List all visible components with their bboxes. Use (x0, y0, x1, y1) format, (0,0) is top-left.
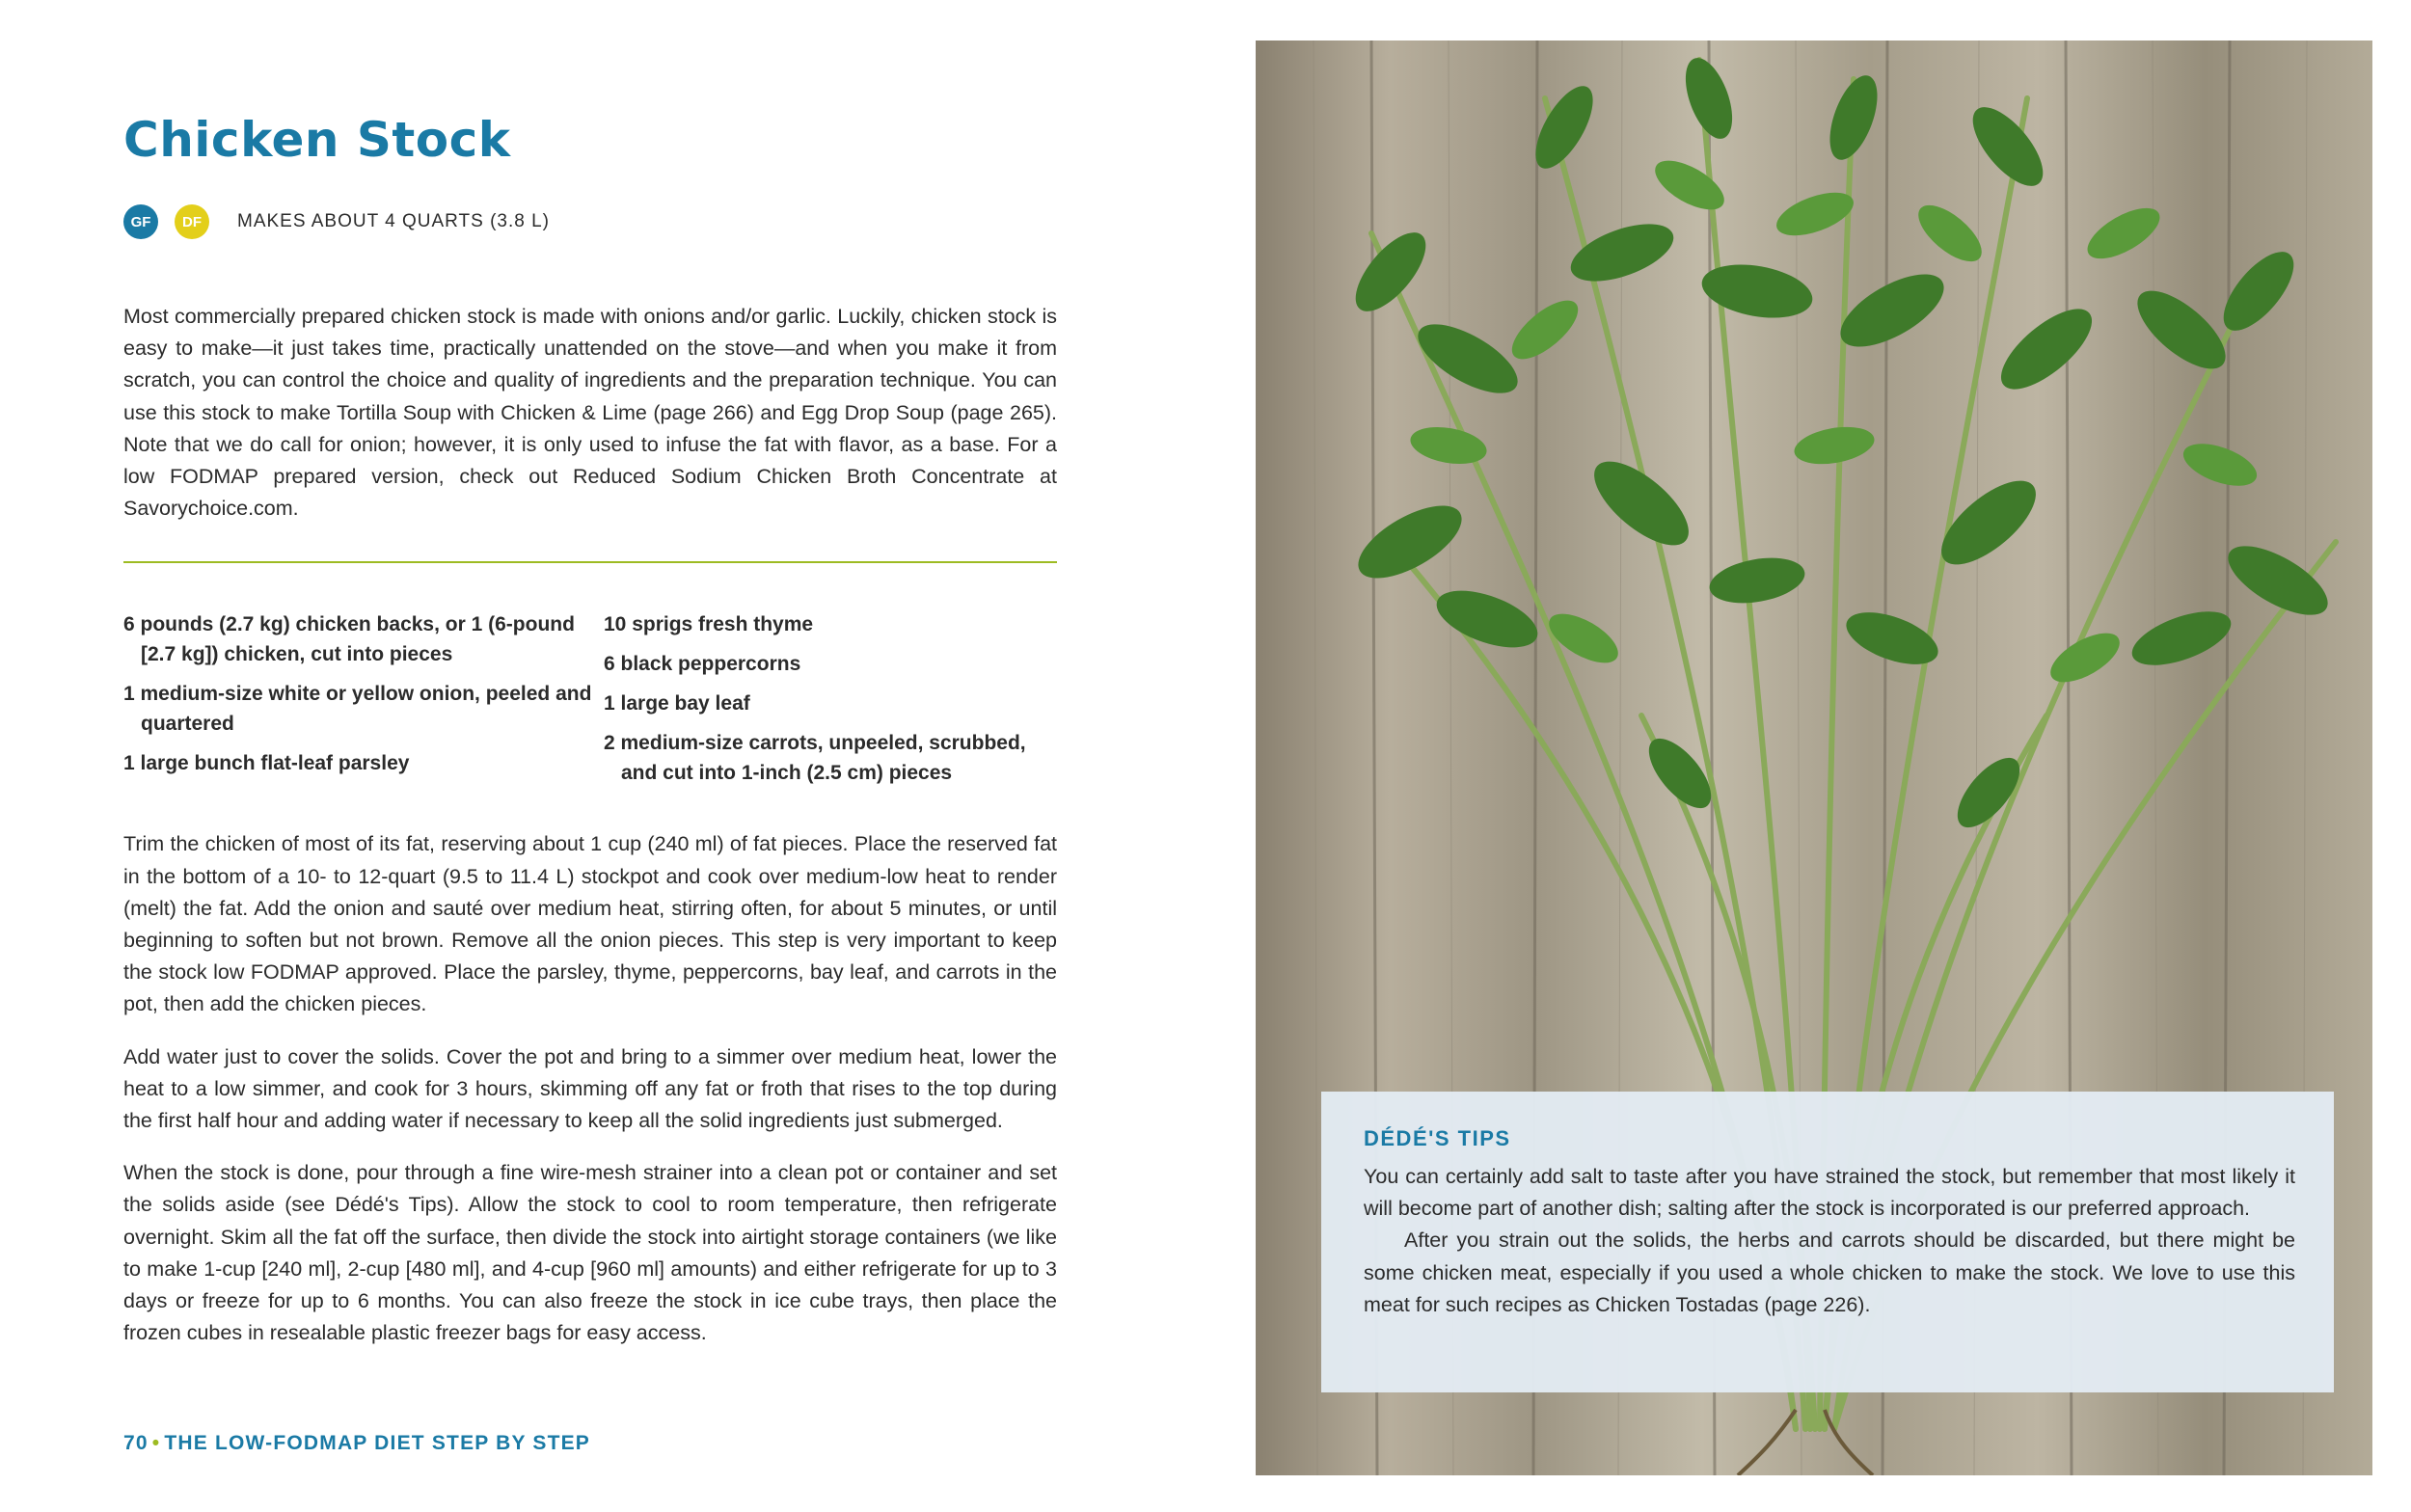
ingredient-item: 1 medium-size white or yellow onion, peeled and quartered (123, 683, 592, 736)
recipe-intro: Most commercially prepared chicken stock is made with onions and/or garlic. Luckily, chicken stock is easy to make—it just takes time, practically unattended on the stove—and when you make it from scratch, you can control the choice and quality of ingredients and the preparation technique. You can use this stock to make Tortilla Soup with Chicken & Lime (page 266) and Egg Drop Soup (page 265). Note that we do call for onion; however, it is only used to infuse the fat with flavor, as a base. For a low FODMAP prepared version, check out Reduced Sodium Chicken Broth Concentrate at Savorychoice.com. (123, 305, 1057, 521)
tips-title: DÉDÉ'S TIPS (1364, 1126, 1511, 1150)
page-number: 70 (123, 1432, 149, 1454)
ingredient-item: 6 black peppercorns (604, 653, 801, 676)
method-step: Trim the chicken of most of its fat, reserving about 1 cup (240 ml) of fat pieces. Place the reserved fat in the bottom of a 10- to 12-quart (9.5 to 11.4 L) stockpot and cook over medium-low heat to render (melt) the fat. Add the onion and sauté over medium heat, stirring often, for about 5 minutes, or until beginning to soften but not brown. Remove all the onion pieces. This step is very important to keep the stock low FODMAP approved. Place the parsley, thyme, peppercorns, bay leaf, and carrots in the pot, then add the chicken pieces. (123, 832, 1057, 1016)
tips-paragraph: You can certainly add salt to taste after you have strained the stock, but remember that most likely it will become part of another dish; salting after the stock is incorporated is our preferred approach. (1364, 1165, 2295, 1221)
page-footer (123, 1432, 590, 1455)
ingredient-item: 6 pounds (2.7 kg) chicken backs, or 1 (6-pound [2.7 kg]) chicken, cut into pieces (123, 613, 575, 666)
ingredient-item: 10 sprigs fresh thyme (604, 613, 814, 636)
recipe-yield: MAKES ABOUT 4 QUARTS (3.8 L) (237, 211, 551, 231)
recipe-badges (123, 204, 1057, 239)
gluten-free-badge: GF (123, 204, 158, 239)
ingredient-item: 1 large bunch flat-leaf parsley (123, 752, 410, 775)
method-step: When the stock is done, pour through a fine wire-mesh strainer into a clean pot or container and set the solids aside (see Dédé's Tips). Allow the stock to cool to room temperature, then refrigerate overnight. Skim all the fat off the surface, then divide the stock into airtight storage containers (we like to make 1-cup [240 ml], 2-cup [480 ml], and 4-cup [960 ml] amounts) and either refrigerate for up to 3 days or freeze for up to 6 months. You can also freeze the stock in ice cube trays, then place the frozen cubes in resealable plastic freezer bags for easy access. (123, 1161, 1057, 1345)
ingredient-item: 2 medium-size carrots, unpeeled, scrubbed, and cut into 1-inch (2.5 cm) pieces (604, 732, 1026, 785)
ingredients-column-left (123, 609, 604, 797)
ingredients-column-right (604, 609, 1057, 797)
ingredient-item: 1 large bay leaf (604, 692, 750, 716)
ingredients-list (123, 609, 1057, 797)
tips-paragraph: After you strain out the solids, the herbs and carrots should be discarded, but there might be some chicken meat, especially if you used a whole chicken to make the stock. We love to use this meat for such recipes as Chicken Tostadas (page 226). (1364, 1228, 2295, 1316)
section-divider (123, 561, 1057, 563)
left-page (123, 112, 1057, 1369)
footer-bullet: • (151, 1432, 161, 1454)
recipe-method (123, 828, 1057, 1349)
recipe-title: Chicken Stock (123, 112, 511, 168)
method-step: Add water just to cover the solids. Cover the pot and bring to a simmer over medium heat, lower the heat to a low simmer, and cook for 3 hours, skimming off any fat or froth that rises to the top during the first half hour and adding water if necessary to keep all the solid ingredients just submerged. (123, 1044, 1057, 1133)
book-title: THE LOW-FODMAP DIET STEP BY STEP (164, 1432, 591, 1454)
dairy-free-badge: DF (175, 204, 209, 239)
tips-box (1321, 1092, 2334, 1392)
